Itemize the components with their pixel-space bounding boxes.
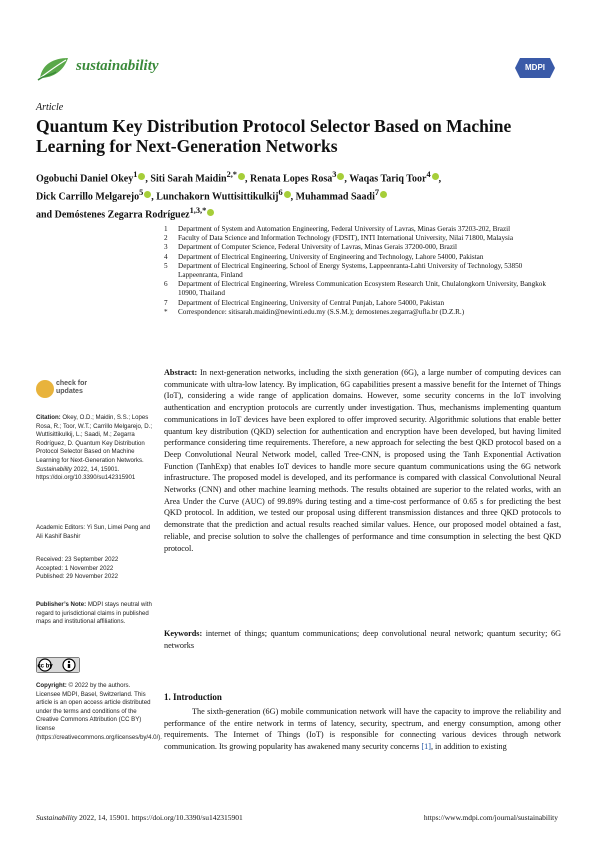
author-affil-sup: 2,* (226, 170, 237, 179)
author-affil-sup: 5 (139, 187, 144, 197)
accepted-date: Accepted: 1 November 2022 (36, 564, 114, 572)
mdpi-logo (514, 56, 556, 80)
dates-block (36, 556, 156, 582)
author-name[interactable]: Dick Carrillo Melgarejo (36, 191, 140, 203)
citation-label: Citation: (36, 414, 61, 421)
citation-journal: Sustainability (36, 465, 72, 473)
keywords-label: Keywords: (164, 629, 203, 638)
keywords-text: internet of things; quantum communications; deep convolutional neural network; quantum security; 6G networks (164, 629, 561, 650)
cc-label: cc by (37, 663, 53, 670)
mdpi-logo-text: MDPI (525, 63, 545, 72)
footer-journal: Sustainability (36, 813, 78, 822)
section-heading-introduction: 1. Introduction (164, 692, 222, 702)
affiliation-item: 5 Department of Electrical Engineering, School of Energy Systems, Lappeenranta-Lahti University of Technology, 53850 Lappeenranta, Finland (164, 261, 523, 280)
footer-citation (36, 813, 243, 822)
abstract-text: In next-generation networks, including the sixth generation (6G), a large number of computing devices can communicate with ultra-low latency. By implication, 6G capabilities present a massive benefit for the Internet of Things (IoT), considering a wide range of application domains. However, some security concerns in the IoT involving authentication and encryption protocols are currently under investigation. Thus, mechanisms implementing quantum communications in IoT devices have been explored to offer improved security. Algorithmic solutions that enable better quantum key distribution (QKD) selection for authentication and encryption have been developed, but having limited performance considering time requirements. Therefore, a new approach for selecting the best QKD protocol based on a Deep Convolutional Neural Network model, called Tree-CNN, is proposed using the Tanh Exponential Activation Function (TanhExp) that enables IoT devices to handle more secure quantum communications using the 6G network infrastructure. The proposed model is developed, and its performance is compared with classical Convolutional Neural Networks (CNN) and other machine learning methods. The results obtained are superior to the related works, with an Area Under the Curve (AUC) of 99.89% during testing and a time-cost performance of 0.65 s for predicting the best QKD protocol. In addition, we tested our proposal using different transmission distances and three QKD protocols to demonstrate that the prediction and actual results reached similar values. Hence, our proposed model obtained a fast, reliable, and precise solution to solve the challenges of performance and time consumption in selecting the best QKD protocol. (164, 368, 561, 553)
affiliation-item: 6 Department of Electrical Engineering, Wireless Communication Ecosystem Research Unit, Chulalongkorn University, Bangkok 10900, Thailand (164, 280, 546, 298)
published-date: Published: 29 November 2022 (36, 573, 118, 581)
author-affil-sup: 3 (332, 170, 337, 179)
orcid-icon[interactable] (238, 173, 245, 180)
check-for-updates-button[interactable] (36, 380, 106, 402)
author-name[interactable]: Renata Lopes Rosa (249, 173, 333, 185)
copyright-label: Copyright: (36, 682, 67, 689)
journal-name: sustainability (76, 58, 159, 74)
footer-journal-url[interactable]: https://www.mdpi.com/journal/sustainability (423, 813, 558, 822)
affiliation-item: 3 Department of Computer Science, Federal University of Lavras, Minas Gerais 37200-000, Brazil (164, 243, 458, 252)
author-affil-sup: 1,3,* (189, 205, 207, 215)
affiliation-item: 1 Department of System and Automation Engineering, Federal University of Lavras, Minas Gerais 37203-202, Brazil (164, 225, 511, 233)
affiliation-item: 4 Department of Electrical Engineering, University of Engineering and Technology, Lahore 54000, Pakistan (164, 252, 484, 261)
copyright-block (36, 682, 162, 742)
check-updates-label: check for updates (56, 380, 88, 395)
author-list: Ogobuchi Daniel Okey$^1$ , Siti Sarah Maidin$^{2,*}$ , Renata Lopes Rosa$^3$ , Waqas Tariq Toor$^4$ , Dick Carrillo Melgarejo$^5$ , Lunchakorn Wuttisittikulkij$^6$ , Muhammad Saadi$^7$ and Demóstenes Zegarra Rodríguez$^{1,3,*}$ (36, 170, 442, 220)
article-type: Article (36, 102, 64, 113)
paper-title: Quantum Key Distribution Protocol Selector Based on Machine Learning for Next-Generation Networks (36, 116, 512, 156)
leaf-logo-icon (36, 54, 72, 82)
author-name[interactable]: Lunchakorn Wuttisittikulkij (156, 191, 279, 203)
author-name[interactable]: Siti Sarah Maidin (150, 173, 227, 185)
affiliation-item: 7 Department of Electrical Engineering, University of Central Punjab, Lahore 54000, Pakistan (164, 298, 445, 307)
footer-doi[interactable]: 2022, 14, 15901. https://doi.org/10.3390/su142315901 (79, 813, 243, 822)
author-name[interactable]: and Demóstenes Zegarra Rodríguez (36, 208, 190, 220)
copyright-text: © 2022 by the authors. Licensee MDPI, Basel, Switzerland. This article is an open access article distributed under the terms and conditions of the Creative Commons Attribution (CC BY) license (https://creativecommons.org/licenses/by/4.0/). (36, 682, 162, 741)
publisher-note-label: Publisher’s Note: (36, 601, 87, 608)
author-affil-sup: 6 (278, 187, 283, 197)
abstract-label: Abstract: (164, 368, 198, 377)
abstract (164, 367, 561, 554)
author-affil-sup: 4 (426, 170, 431, 179)
check-updates-icon (36, 380, 54, 398)
citation-link[interactable]: [1] (421, 742, 431, 752)
received-date: Received: 23 September 2022 (36, 556, 119, 563)
author-name[interactable]: Muhammad Saadi (295, 191, 375, 203)
citation-block (36, 414, 156, 483)
keywords (164, 628, 561, 651)
citation-text: Okey, O.D.; Maidin, S.S.; Lopes Rosa, R.; Toor, W.T.; Carrillo Melgarejo, D.; Wuttisittikulkij, L.; Saadi, M.; Zegarra Rodríguez, D. Quantum Key Distribution Protocol Selector Based on Machine Learning for Next-Generation Networks. (36, 414, 153, 464)
publisher-note-text: MDPI stays neutral with regard to jurisdictional claims in published maps and institutional affiliations. (36, 601, 152, 626)
author-affil-sup: 7 (374, 187, 380, 197)
affiliations-list (164, 225, 564, 317)
cc-by-license-icon[interactable] (36, 657, 80, 673)
author-name[interactable]: Ogobuchi Daniel Okey (36, 173, 134, 185)
citation-doi[interactable]: 2022, 14, 15901. https://doi.org/10.3390/su142315901 (36, 465, 136, 482)
introduction-paragraph: The sixth-generation (6G) mobile communication network will have the capacity to improve the reliability and performance of the entire network in terms of latency, security, spectrum, and energy consumption, among other requirements. The Internet of Things (IoT) is responsible for connecting various devices through network communication. Its growing popularity has awakened many security concerns [1], in addition to existing (164, 707, 561, 752)
correspondence: * Correspondence: sitisarah.maidin@newinti.edu.my (S.S.M.); demostenes.zegarra@ufla.br (D.Z.R.) (164, 307, 465, 316)
orcid-icon[interactable] (207, 209, 214, 216)
orcid-icon[interactable] (432, 173, 439, 180)
orcid-icon[interactable] (284, 191, 291, 198)
orcid-icon[interactable] (380, 191, 387, 198)
publisher-note (36, 601, 156, 627)
author-name[interactable]: Waqas Tariq Toor (349, 173, 427, 185)
academic-editors: Academic Editors: Yi Sun, Limei Peng and Ali Kashif Bashir (36, 524, 151, 540)
author-affil-sup: 1 (133, 170, 138, 179)
affiliation-item: 2 Faculty of Data Science and Information Technology (FDSIT), INTI International University, Nilai 71800, Malaysia (164, 234, 514, 243)
